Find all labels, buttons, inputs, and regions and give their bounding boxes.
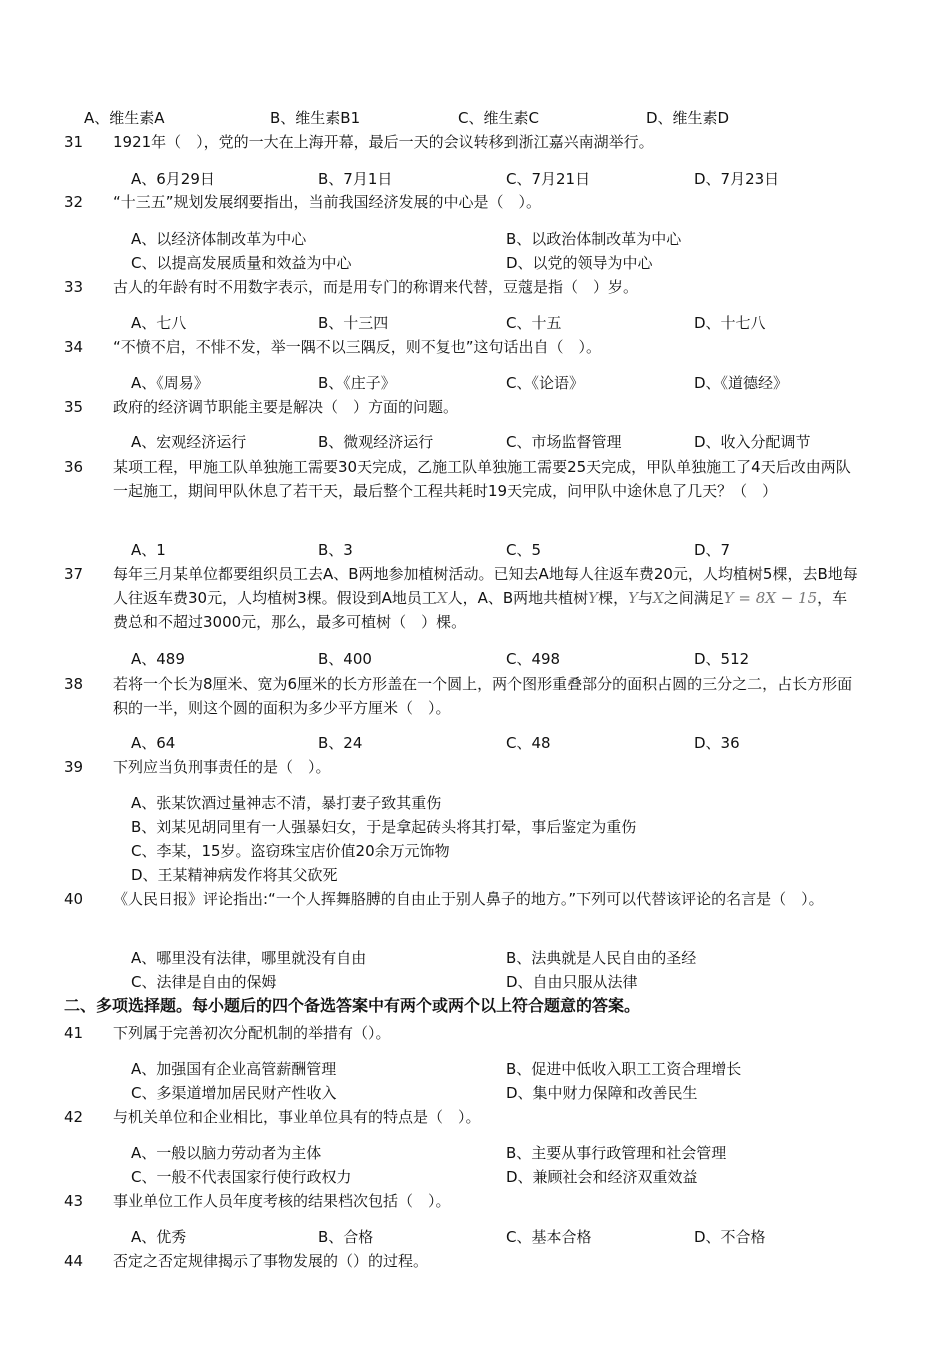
- option-d: D、十七八: [694, 314, 766, 332]
- option-c: C、《论语》: [506, 374, 584, 392]
- question-number: 34: [64, 338, 84, 356]
- question-number: 37: [64, 565, 84, 583]
- question-number: 43: [64, 1192, 84, 1210]
- question-number: 38: [64, 675, 84, 693]
- option-d: D、收入分配调节: [694, 433, 811, 451]
- option-c: C、法律是自由的保姆: [131, 973, 277, 991]
- option-d: D、不合格: [694, 1228, 766, 1246]
- option-c: C、李某，15岁。盗窃珠宝店价值20余万元饰物: [131, 842, 450, 860]
- variable-y: Y: [588, 589, 599, 607]
- option-a: A、维生素A: [84, 109, 165, 127]
- option-d: D、王某精神病发作将其父砍死: [131, 866, 338, 884]
- question-text: 否定之否定规律揭示了事物发展的（）的过程。: [113, 1252, 429, 1270]
- option-a: A、七八: [131, 314, 187, 332]
- question-number: 44: [64, 1252, 84, 1270]
- option-a: A、宏观经济运行: [131, 433, 247, 451]
- option-b: B、7月1日: [318, 170, 393, 188]
- option-d: D、《道德经》: [694, 374, 789, 392]
- question-text: 下列属于完善初次分配机制的举措有（）。: [113, 1024, 391, 1042]
- question-text: 古人的年龄有时不用数字表示，而是用专门的称谓来代替，豆蔻是指（ ）岁。: [113, 278, 639, 296]
- question-number: 40: [64, 890, 84, 908]
- option-b: B、《庄子》: [318, 374, 396, 392]
- option-b: B、法典就是人民自由的圣经: [506, 949, 697, 967]
- option-c: C、以提高发展质量和效益为中心: [131, 254, 352, 272]
- option-a: A、加强国有企业高管薪酬管理: [131, 1060, 337, 1078]
- question-text-part: 与: [637, 589, 653, 607]
- option-a: A、6月29日: [131, 170, 215, 188]
- option-c: C、一般不代表国家行使行政权力: [131, 1168, 352, 1186]
- option-c: C、十五: [506, 314, 562, 332]
- question-number: 36: [64, 458, 84, 476]
- option-d: D、集中财力保障和改善民生: [506, 1084, 698, 1102]
- option-c: C、498: [506, 650, 561, 668]
- question-text-part: 棵，: [598, 589, 629, 607]
- option-a: A、以经济体制改革为中心: [131, 230, 307, 248]
- question-text: 若将一个长为8厘米、宽为6厘米的长方形盖在一个圆上，两个图形重叠部分的面积占圆的三分之二，占长方形面积的一半，则这个圆的面积为多少平方厘米（ ）。: [113, 675, 853, 717]
- formula: Y = 8X − 15: [723, 589, 818, 607]
- option-b: B、微观经济运行: [318, 433, 434, 451]
- question-number: 42: [64, 1108, 84, 1126]
- option-d: D、兼顾社会和经济双重效益: [506, 1168, 698, 1186]
- option-c: C、基本合格: [506, 1228, 592, 1246]
- question-text-part: 之间满足: [663, 589, 724, 607]
- option-d: D、自由只服从法律: [506, 973, 638, 991]
- question-text: [113, 562, 858, 634]
- variable-x: X: [436, 589, 448, 607]
- question-text: “十三五”规划发展纲要指出，当前我国经济发展的中心是（ ）。: [113, 193, 542, 211]
- question-text-part: 人，A、B两地共植树: [447, 589, 589, 607]
- option-b: B、400: [318, 650, 372, 668]
- option-b: B、24: [318, 734, 363, 752]
- option-d: D、维生素D: [646, 109, 730, 127]
- variable-y: Y: [628, 589, 638, 607]
- option-a: A、一般以脑力劳动者为主体: [131, 1144, 322, 1162]
- option-a: A、哪里没有法律，哪里就没有自由: [131, 949, 367, 967]
- question-number: 39: [64, 758, 84, 776]
- question-text: 1921年（ ），党的一大在上海开幕，最后一天的会议转移到浙江嘉兴南湖举行。: [113, 133, 654, 151]
- section-heading: 二、多项选择题。每小题后的四个备选答案中有两个或两个以上符合题意的答案。: [64, 996, 641, 1015]
- variable-x: X: [653, 589, 664, 607]
- option-d: D、以党的领导为中心: [506, 254, 653, 272]
- option-b: B、主要从事行政管理和社会管理: [506, 1144, 727, 1162]
- option-b: B、促进中低收入职工工资合理增长: [506, 1060, 742, 1078]
- option-c: C、5: [506, 541, 542, 559]
- option-b: B、以政治体制改革为中心: [506, 230, 682, 248]
- question-text: 与机关单位和企业相比，事业单位具有的特点是（ ）。: [113, 1108, 481, 1126]
- option-b: B、合格: [318, 1228, 374, 1246]
- question-text: 《人民日报》评论指出:“一个人挥舞胳膊的自由止于别人鼻子的地方。”下列可以代替该评论的名言是（ ）。: [113, 890, 824, 908]
- question-number: 41: [64, 1024, 84, 1042]
- option-c: C、市场监督管理: [506, 433, 622, 451]
- question-text: 政府的经济调节职能主要是解决（ ）方面的问题。: [113, 398, 459, 416]
- option-a: A、《周易》: [131, 374, 209, 392]
- option-c: C、多渠道增加居民财产性收入: [131, 1084, 337, 1102]
- option-b: B、十三四: [318, 314, 389, 332]
- option-b: B、3: [318, 541, 353, 559]
- option-d: D、512: [694, 650, 750, 668]
- option-d: D、7: [694, 541, 731, 559]
- option-c: C、48: [506, 734, 551, 752]
- option-a: A、优秀: [131, 1228, 187, 1246]
- option-a: A、张某饮酒过量神志不清，暴打妻子致其重伤: [131, 794, 442, 812]
- question-number: 32: [64, 193, 84, 211]
- option-c: C、7月21日: [506, 170, 591, 188]
- option-d: D、36: [694, 734, 740, 752]
- question-number: 35: [64, 398, 84, 416]
- question-text: 事业单位工作人员年度考核的结果档次包括（ ）。: [113, 1192, 451, 1210]
- question-text-part: 每年三月某单位都要组织员工去A、B两地参加植树活动。已知去A地每人往返车费20元，人均植树5棵，去B地每人往返车费30元，人均植树3棵。假设到A地员工: [113, 565, 858, 607]
- question-text-part: ，车费总和不超过3000元，那么，最多可植树（ ）棵。: [113, 589, 848, 631]
- question-text: 某项工程，甲施工队单独施工需要30天完成，乙施工队单独施工需要25天完成，甲队单独施工了4天后改由两队一起施工，期间甲队休息了若干天，最后整个工程共耗时19天完成，问甲队中途休息了几天？（ ）: [113, 458, 851, 500]
- option-a: A、1: [131, 541, 166, 559]
- question-number: 31: [64, 133, 84, 151]
- question-number: 33: [64, 278, 84, 296]
- option-b: B、维生素B1: [270, 109, 361, 127]
- option-b: B、刘某见胡同里有一人强暴妇女，于是拿起砖头将其打晕，事后鉴定为重伤: [131, 818, 637, 836]
- option-a: A、64: [131, 734, 176, 752]
- option-a: A、489: [131, 650, 185, 668]
- option-d: D、7月23日: [694, 170, 780, 188]
- question-text: 下列应当负刑事责任的是（ ）。: [113, 758, 331, 776]
- question-text: “不愤不启，不悱不发，举一隅不以三隅反，则不复也”这句话出自（ ）。: [113, 338, 602, 356]
- option-c: C、维生素C: [458, 109, 539, 127]
